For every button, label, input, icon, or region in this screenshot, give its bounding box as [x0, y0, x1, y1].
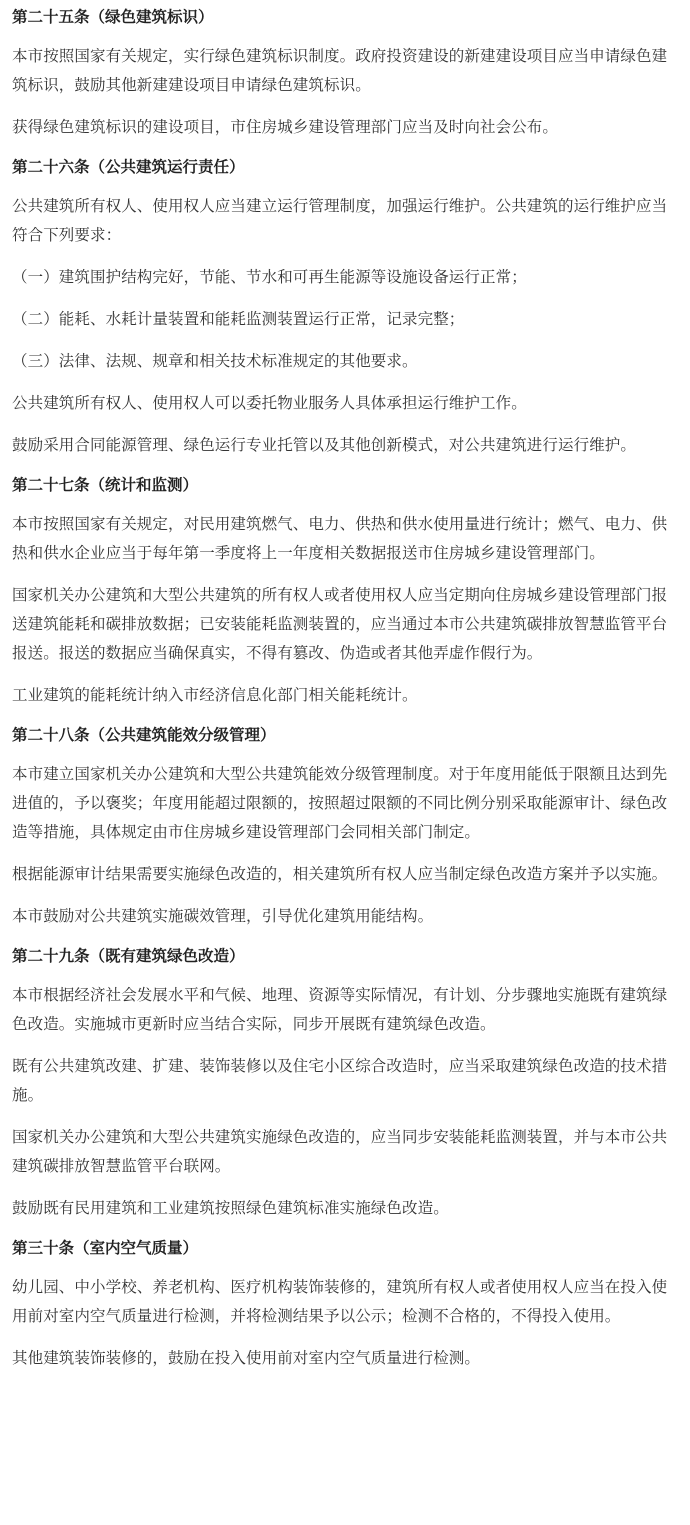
paragraph: 本市按照国家有关规定，实行绿色建筑标识制度。政府投资建设的新建建设项目应当申请绿色建筑标识，鼓励其他新建建设项目申请绿色建筑标识。 — [12, 47, 668, 94]
paragraph: 工业建筑的能耗统计纳入市经济信息化部门相关能耗统计。 — [12, 686, 418, 704]
paragraph: 其他建筑装饰装修的，鼓励在投入使用前对室内空气质量进行检测。 — [12, 1349, 481, 1367]
paragraph: 根据能源审计结果需要实施绿色改造的，相关建筑所有权人应当制定绿色改造方案并予以实施。 — [12, 865, 668, 883]
paragraph: 国家机关办公建筑和大型公共建筑的所有权人或者使用权人应当定期向住房城乡建设管理部门报送建筑能耗和碳排放数据；已安装能耗监测装置的，应当通过本市公共建筑碳排放智慧监管平台报送。报送的数据应当确保真实，不得有篡改、伪造或者其他弄虚作假行为。 — [12, 586, 668, 662]
article-title: 第二十九条（既有建筑绿色改造） — [12, 947, 245, 965]
paragraph: 幼儿园、中小学校、养老机构、医疗机构装饰装修的，建筑所有权人或者使用权人应当在投入使用前对室内空气质量进行检测，并将检测结果予以公示；检测不合格的，不得投入使用。 — [12, 1278, 668, 1325]
article-title: 第二十五条（绿色建筑标识） — [12, 8, 214, 26]
paragraph: 获得绿色建筑标识的建设项目，市住房城乡建设管理部门应当及时向社会公布。 — [12, 118, 559, 136]
paragraph: 本市鼓励对公共建筑实施碳效管理，引导优化建筑用能结构。 — [12, 907, 434, 925]
paragraph: 公共建筑所有权人、使用权人应当建立运行管理制度，加强运行维护。公共建筑的运行维护应当符合下列要求： — [12, 197, 668, 244]
paragraph: 公共建筑所有权人、使用权人可以委托物业服务人具体承担运行维护工作。 — [12, 394, 527, 412]
list-item: （二）能耗、水耗计量装置和能耗监测装置运行正常，记录完整； — [12, 310, 465, 328]
paragraph: 本市按照国家有关规定，对民用建筑燃气、电力、供热和供水使用量进行统计；燃气、电力、供热和供水企业应当于每年第一季度将上一年度相关数据报送市住房城乡建设管理部门。 — [12, 515, 668, 562]
article-26 — [12, 155, 678, 460]
paragraph: 本市建立国家机关办公建筑和大型公共建筑能效分级管理制度。对于年度用能低于限额且达到先进值的，予以褒奖；年度用能超过限额的，按照超过限额的不同比例分别采取能源审计、绿色改造等措施，具体规定由市住房城乡建设管理部门会同相关部门制定。 — [12, 765, 668, 841]
article-title: 第二十六条（公共建筑运行责任） — [12, 158, 245, 176]
article-title: 第二十八条（公共建筑能效分级管理） — [12, 726, 276, 744]
article-25 — [12, 5, 678, 142]
article-title: 第三十条（室内空气质量） — [12, 1239, 199, 1257]
paragraph: 本市根据经济社会发展水平和气候、地理、资源等实际情况，有计划、分步骤地实施既有建筑绿色改造。实施城市更新时应当结合实际，同步开展既有建筑绿色改造。 — [12, 986, 668, 1033]
article-30 — [12, 1236, 678, 1373]
article-27 — [12, 473, 678, 710]
list-item: （一）建筑围护结构完好，节能、节水和可再生能源等设施设备运行正常； — [12, 268, 527, 286]
paragraph: 国家机关办公建筑和大型公共建筑实施绿色改造的，应当同步安装能耗监测装置，并与本市公共建筑碳排放智慧监管平台联网。 — [12, 1128, 668, 1175]
paragraph: 鼓励采用合同能源管理、绿色运行专业托管以及其他创新模式，对公共建筑进行运行维护。 — [12, 436, 637, 454]
article-title: 第二十七条（统计和监测） — [12, 476, 199, 494]
article-29 — [12, 944, 678, 1223]
paragraph: 鼓励既有民用建筑和工业建筑按照绿色建筑标准实施绿色改造。 — [12, 1199, 449, 1217]
paragraph: 既有公共建筑改建、扩建、装饰装修以及住宅小区综合改造时，应当采取建筑绿色改造的技术措施。 — [12, 1057, 668, 1104]
list-item: （三）法律、法规、规章和相关技术标准规定的其他要求。 — [12, 352, 418, 370]
article-28 — [12, 723, 678, 931]
